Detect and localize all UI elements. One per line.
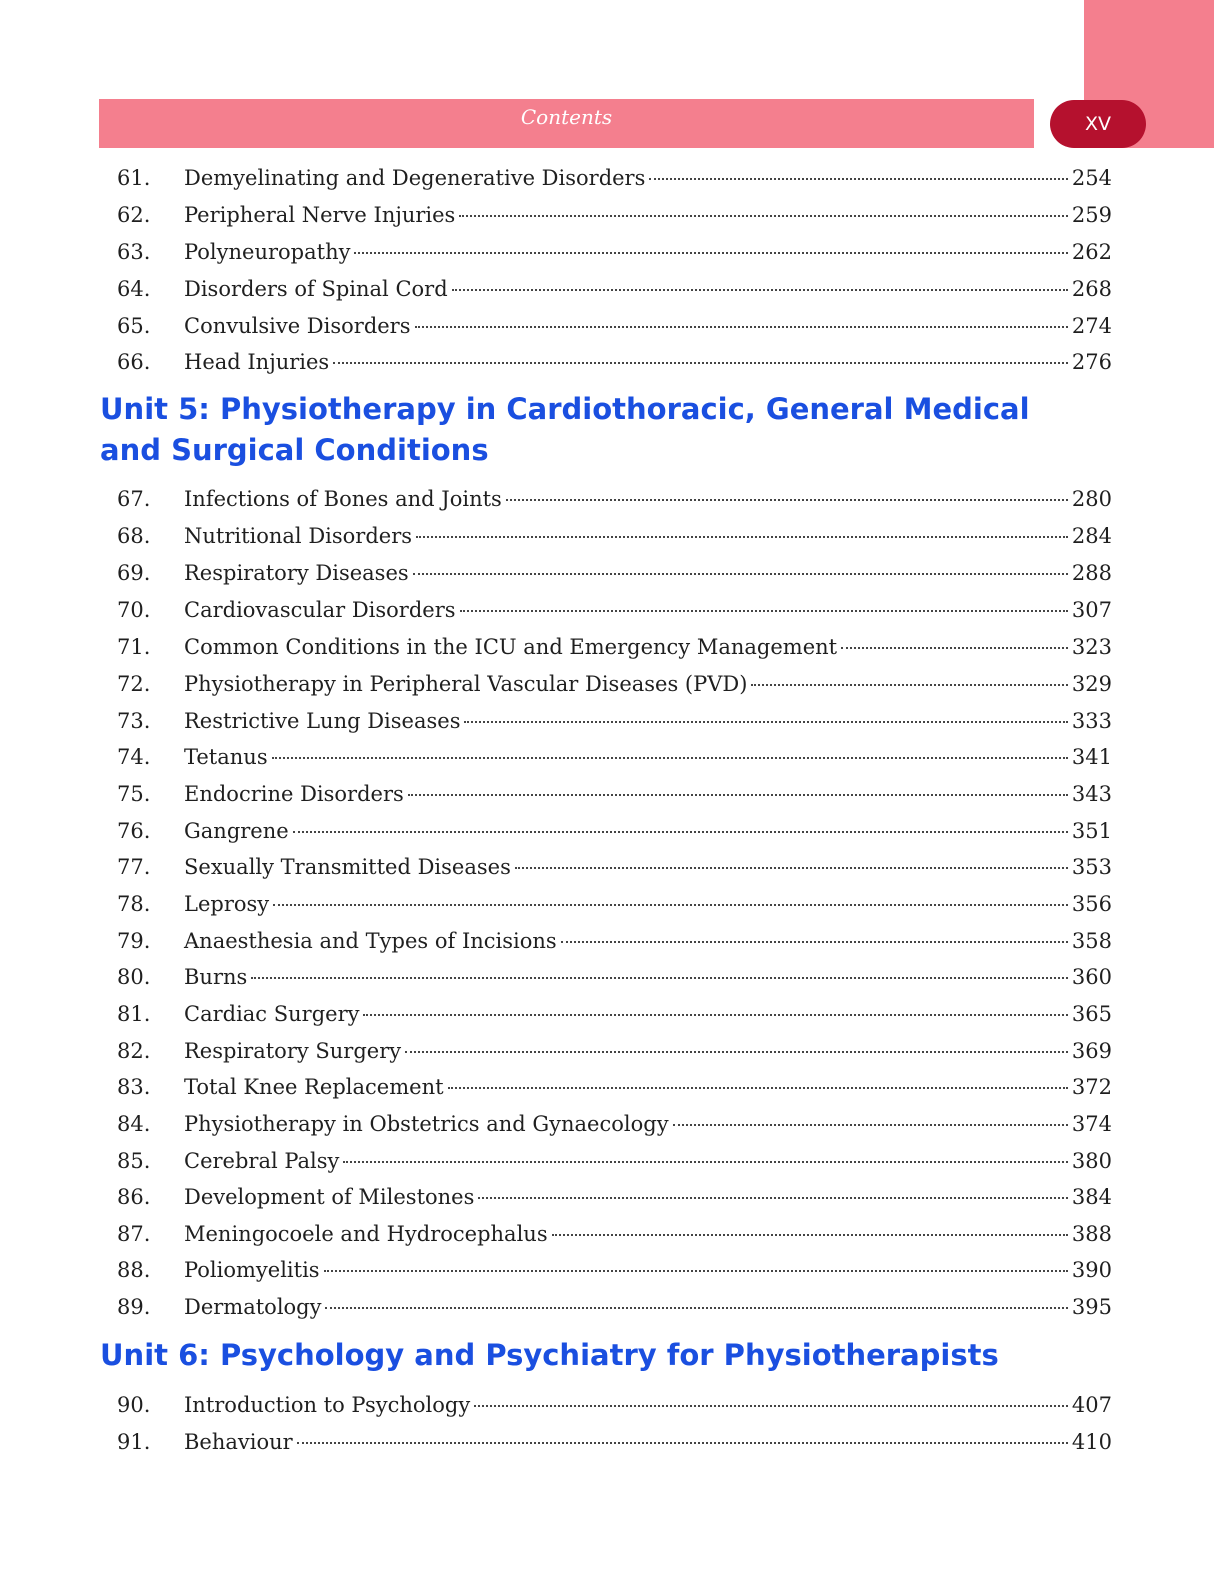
entry-page-number: 353 bbox=[1071, 855, 1112, 879]
toc-entry[interactable] bbox=[117, 308, 1112, 345]
toc-entry[interactable] bbox=[117, 1289, 1112, 1326]
entry-title: Behaviour bbox=[184, 1430, 293, 1454]
entry-page-number: 369 bbox=[1071, 1039, 1112, 1063]
entry-number: 62. bbox=[117, 203, 151, 227]
entry-number: 80. bbox=[117, 965, 151, 989]
toc-entry[interactable] bbox=[117, 555, 1112, 592]
entry-page-number: 365 bbox=[1071, 1002, 1112, 1026]
entry-number: 68. bbox=[117, 524, 151, 548]
entry-title: Physiotherapy in Obstetrics and Gynaecology bbox=[184, 1112, 669, 1136]
entry-page-number: 372 bbox=[1071, 1075, 1112, 1099]
unit-heading: Unit 6: Psychology and Psychiatry for Physiotherapists bbox=[100, 1338, 999, 1372]
entry-page-number: 280 bbox=[1071, 487, 1112, 511]
entry-title: Endocrine Disorders bbox=[184, 782, 404, 806]
running-header bbox=[99, 99, 1034, 148]
toc-entry[interactable] bbox=[117, 344, 1112, 381]
entry-number: 83. bbox=[117, 1075, 151, 1099]
toc-entry[interactable] bbox=[117, 923, 1112, 960]
entry-title: Tetanus bbox=[184, 745, 268, 769]
entry-number: 61. bbox=[117, 166, 151, 190]
toc-entry[interactable] bbox=[117, 1216, 1112, 1253]
entry-page-number: 390 bbox=[1071, 1258, 1112, 1282]
entry-title: Sexually Transmitted Diseases bbox=[184, 855, 511, 879]
entry-title: Dermatology bbox=[184, 1295, 322, 1319]
dot-leader bbox=[416, 536, 1068, 538]
toc-entry[interactable] bbox=[117, 739, 1112, 776]
entry-page-number: 351 bbox=[1071, 819, 1112, 843]
entry-page-number: 254 bbox=[1071, 166, 1112, 190]
entry-page-number: 323 bbox=[1071, 635, 1112, 659]
dot-leader bbox=[405, 1051, 1068, 1053]
entry-title: Total Knee Replacement bbox=[184, 1075, 444, 1099]
dot-leader bbox=[452, 289, 1068, 291]
dot-leader bbox=[343, 1161, 1067, 1163]
dot-leader bbox=[325, 1307, 1067, 1309]
entry-title: Convulsive Disorders bbox=[184, 314, 411, 338]
dot-leader bbox=[413, 573, 1068, 575]
dot-leader bbox=[841, 647, 1068, 649]
entry-title: Cardiac Surgery bbox=[184, 1002, 360, 1026]
dot-leader bbox=[363, 1014, 1067, 1016]
entry-number: 70. bbox=[117, 598, 151, 622]
entry-number: 75. bbox=[117, 782, 151, 806]
dot-leader bbox=[478, 1197, 1068, 1199]
entry-page-number: 284 bbox=[1071, 524, 1112, 548]
entry-page-number: 288 bbox=[1071, 561, 1112, 585]
entry-number: 90. bbox=[117, 1393, 151, 1417]
entry-title: Cerebral Palsy bbox=[184, 1149, 340, 1173]
entry-title: Polyneuropathy bbox=[184, 240, 351, 264]
dot-leader bbox=[324, 1270, 1068, 1272]
toc-entry[interactable] bbox=[117, 1143, 1112, 1180]
entry-page-number: 329 bbox=[1071, 672, 1112, 696]
dot-leader bbox=[460, 610, 1068, 612]
toc-entry[interactable] bbox=[117, 1069, 1112, 1106]
entry-number: 91. bbox=[117, 1430, 151, 1454]
entry-number: 74. bbox=[117, 745, 151, 769]
entry-page-number: 358 bbox=[1071, 929, 1112, 953]
entry-title: Demyelinating and Degenerative Disorders bbox=[184, 166, 646, 190]
toc-entry[interactable] bbox=[117, 703, 1112, 740]
toc-entry[interactable] bbox=[117, 1033, 1112, 1070]
toc-entry[interactable] bbox=[117, 959, 1112, 996]
entry-number: 67. bbox=[117, 487, 151, 511]
entry-page-number: 262 bbox=[1071, 240, 1112, 264]
entry-page-number: 274 bbox=[1071, 314, 1112, 338]
entry-page-number: 388 bbox=[1071, 1222, 1112, 1246]
entry-title: Respiratory Diseases bbox=[184, 561, 409, 585]
dot-leader bbox=[552, 1234, 1068, 1236]
toc-entry[interactable] bbox=[117, 1252, 1112, 1289]
toc-entry[interactable] bbox=[117, 776, 1112, 813]
entry-page-number: 374 bbox=[1071, 1112, 1112, 1136]
entry-page-number: 360 bbox=[1071, 965, 1112, 989]
dot-leader bbox=[297, 1442, 1068, 1444]
entry-page-number: 395 bbox=[1071, 1295, 1112, 1319]
entry-number: 87. bbox=[117, 1222, 151, 1246]
entry-page-number: 410 bbox=[1071, 1430, 1112, 1454]
entry-number: 88. bbox=[117, 1258, 151, 1282]
entry-title: Introduction to Psychology bbox=[184, 1393, 471, 1417]
entry-title: Infections of Bones and Joints bbox=[184, 487, 502, 511]
entry-number: 71. bbox=[117, 635, 151, 659]
toc-entry[interactable] bbox=[117, 629, 1112, 666]
entry-title: Leprosy bbox=[184, 892, 270, 916]
entry-number: 66. bbox=[117, 350, 151, 374]
entry-number: 82. bbox=[117, 1039, 151, 1063]
entry-title: Nutritional Disorders bbox=[184, 524, 413, 548]
entry-number: 64. bbox=[117, 277, 151, 301]
entry-title: Common Conditions in the ICU and Emergency Management bbox=[184, 635, 838, 659]
entry-number: 81. bbox=[117, 1002, 151, 1026]
dot-leader bbox=[415, 326, 1068, 328]
toc-entry[interactable] bbox=[117, 481, 1112, 518]
entry-page-number: 407 bbox=[1071, 1393, 1112, 1417]
entry-title: Development of Milestones bbox=[184, 1185, 475, 1209]
dot-leader bbox=[561, 941, 1068, 943]
entry-title: Restrictive Lung Diseases bbox=[184, 709, 461, 733]
entry-title: Burns bbox=[184, 965, 248, 989]
entry-page-number: 268 bbox=[1071, 277, 1112, 301]
entry-title: Meningocoele and Hydrocephalus bbox=[184, 1222, 548, 1246]
entry-number: 65. bbox=[117, 314, 151, 338]
entry-title: Peripheral Nerve Injuries bbox=[184, 203, 456, 227]
dot-leader bbox=[515, 867, 1068, 869]
toc-entry[interactable] bbox=[117, 813, 1112, 850]
dot-leader bbox=[272, 757, 1068, 759]
entry-number: 79. bbox=[117, 929, 151, 953]
toc-entry[interactable] bbox=[117, 1387, 1112, 1424]
entry-page-number: 341 bbox=[1071, 745, 1112, 769]
entry-number: 76. bbox=[117, 819, 151, 843]
toc-entry[interactable] bbox=[117, 271, 1112, 308]
entry-number: 63. bbox=[117, 240, 151, 264]
toc-entry[interactable] bbox=[117, 666, 1112, 703]
toc-entry[interactable] bbox=[117, 849, 1112, 886]
dot-leader bbox=[459, 215, 1068, 217]
dot-leader bbox=[354, 252, 1067, 254]
dot-leader bbox=[273, 904, 1068, 906]
entry-number: 77. bbox=[117, 855, 151, 879]
dot-leader bbox=[251, 977, 1068, 979]
dot-leader bbox=[464, 721, 1067, 723]
entry-page-number: 259 bbox=[1071, 203, 1112, 227]
entry-page-number: 276 bbox=[1071, 350, 1112, 374]
dot-leader bbox=[408, 794, 1068, 796]
entry-number: 85. bbox=[117, 1149, 151, 1173]
running-header-title: Contents bbox=[520, 104, 613, 129]
entry-number: 69. bbox=[117, 561, 151, 585]
entry-page-number: 343 bbox=[1071, 782, 1112, 806]
entry-title: Gangrene bbox=[184, 819, 289, 843]
entry-page-number: 384 bbox=[1071, 1185, 1112, 1209]
dot-leader bbox=[649, 178, 1068, 180]
entry-title: Disorders of Spinal Cord bbox=[184, 277, 448, 301]
toc-entry[interactable] bbox=[117, 592, 1112, 629]
toc-entry[interactable] bbox=[117, 234, 1112, 271]
entry-number: 84. bbox=[117, 1112, 151, 1136]
toc-entry[interactable] bbox=[117, 160, 1112, 197]
dot-leader bbox=[333, 362, 1068, 364]
entry-title: Respiratory Surgery bbox=[184, 1039, 402, 1063]
entry-number: 89. bbox=[117, 1295, 151, 1319]
dot-leader bbox=[751, 684, 1067, 686]
entry-title: Head Injuries bbox=[184, 350, 330, 374]
toc-entry[interactable] bbox=[117, 518, 1112, 555]
toc-entry[interactable] bbox=[117, 1179, 1112, 1216]
dot-leader bbox=[293, 831, 1068, 833]
page-number: XV bbox=[1050, 100, 1146, 148]
entry-page-number: 333 bbox=[1071, 709, 1112, 733]
entry-title: Cardiovascular Disorders bbox=[184, 598, 456, 622]
dot-leader bbox=[448, 1087, 1068, 1089]
entry-number: 73. bbox=[117, 709, 151, 733]
entry-title: Poliomyelitis bbox=[184, 1258, 320, 1282]
entry-page-number: 356 bbox=[1071, 892, 1112, 916]
entry-title: Anaesthesia and Types of Incisions bbox=[184, 929, 557, 953]
entry-number: 78. bbox=[117, 892, 151, 916]
toc-entry[interactable] bbox=[117, 1424, 1112, 1461]
dot-leader bbox=[673, 1124, 1068, 1126]
entry-title: Physiotherapy in Peripheral Vascular Diseases (PVD) bbox=[184, 672, 748, 696]
entry-number: 72. bbox=[117, 672, 151, 696]
entry-page-number: 380 bbox=[1071, 1149, 1112, 1173]
toc-entry[interactable] bbox=[117, 996, 1112, 1033]
entry-number: 86. bbox=[117, 1185, 151, 1209]
toc-entry[interactable] bbox=[117, 886, 1112, 923]
dot-leader bbox=[506, 499, 1068, 501]
unit-heading: Unit 5: Physiotherapy in Cardiothoracic, General Medical and Surgical Conditions bbox=[100, 392, 1030, 467]
toc-entry[interactable] bbox=[117, 1106, 1112, 1143]
entry-page-number: 307 bbox=[1071, 598, 1112, 622]
dot-leader bbox=[474, 1405, 1068, 1407]
toc-entry[interactable] bbox=[117, 197, 1112, 234]
